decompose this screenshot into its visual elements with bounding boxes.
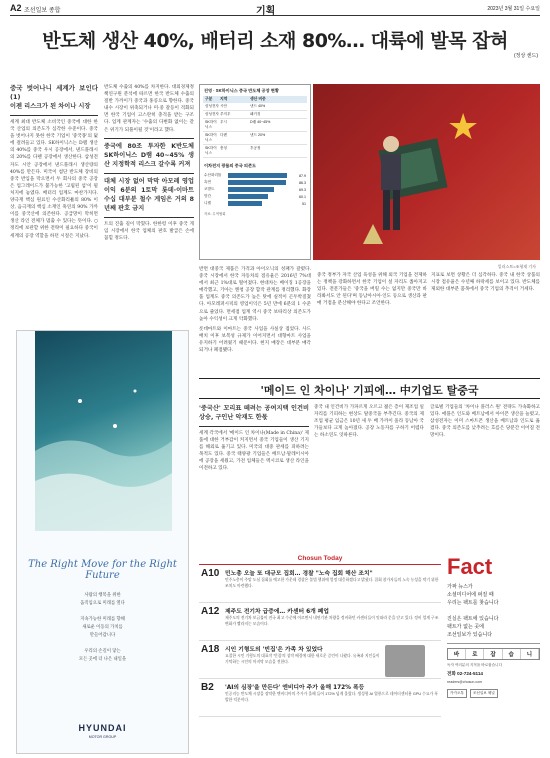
index-summary: 제주도의 전기차 보급률이 전국 최고 수준에 이르면서 내연기관 차량을 정비하던 카센터들이 잇따라 문을 닫고 있다. 정비 업계 구조 변화가 빨라지는 모습이다. xyxy=(225,616,439,626)
subhead-2: 대체 시장 없어 막막 아모레 영업이익 6분의 1토막 롯데·이마트 수십 대부분 철수 게임은 거의 8년째 판호 금지 xyxy=(104,177,194,212)
column-5-body: 지표로 보면 상황은 더 심각하다. 중국 내 한국 상품의 시장 점유율은 수년째 하락세를 보이고 있다. 반도체를 제외한 대부분 품목에서 중국 기업의 추격이 거세다. xyxy=(431,273,540,293)
person-body xyxy=(381,154,401,190)
table-cell: 다롄 xyxy=(220,133,227,137)
fact-line: 팩트가 없는 곳에 xyxy=(447,624,484,630)
hyundai-advertisement[interactable] xyxy=(16,330,189,754)
sub-article-headline[interactable]: '메이드 인 차이나' 기피에… 中기업도 탈중국 xyxy=(260,384,479,397)
index-summary: 인공지능 반도체 시장을 장악한 엔비디아의 주가가 올해 들어 172% 넘게 올랐다. 생성형 AI 열풍으로 데이터센터용 GPU 수요가 폭발한 덕분이다. xyxy=(225,692,438,702)
banner-char: 로 xyxy=(466,649,484,659)
bar-track xyxy=(228,194,295,199)
kakaotalk-badge[interactable]: 카카오톡 xyxy=(447,689,467,698)
bar-value-label: 86.3 xyxy=(299,180,306,185)
bar-label: 수산화리튬 xyxy=(204,173,222,177)
bar xyxy=(228,201,262,206)
index-headline[interactable]: 민노총 오늘 또 대규모 집회… 경찰 "노숙 집회 해산 조치" xyxy=(225,571,373,577)
banner-char: 니 xyxy=(521,649,539,659)
phone-label: 전화 xyxy=(447,670,456,676)
table-row xyxy=(203,103,307,111)
bar xyxy=(228,187,274,192)
fact-line: 가짜 뉴스가 xyxy=(447,584,473,590)
hyundai-logo: HYUNDAI xyxy=(78,723,127,733)
series-subkicker: 이젠 리스크가 된 차이나 시장 xyxy=(10,103,91,110)
infographic xyxy=(199,84,311,260)
divider xyxy=(199,378,540,379)
sub-article-body-b: 중국 내 인건비가 가파르게 오르고 젊은 층이 제조업 일자리를 기피하는 현상도 탈중국을 부추긴다. 중국의 제조업 평균 임금은 10년 새 두 배 가까이 올라 동남아 국가들보다 크게 높아졌다. 공장 노동자를 구하기 어렵다는 하소연도 잇따른다. xyxy=(314,405,424,439)
fact-line: 진실은 팩트에 있습니다 xyxy=(447,616,499,622)
person-head xyxy=(383,136,399,152)
infographic-title: 진영 · SK하이닉스 중국 반도체 공장 현황 xyxy=(204,88,279,93)
series-kicker: 중국 벗어나니 세계가 보인다 (1) xyxy=(10,84,98,101)
bar-track xyxy=(228,201,295,206)
divider xyxy=(104,217,194,218)
article-column-2 xyxy=(104,84,194,324)
divider xyxy=(447,643,540,644)
issue-date: 2023년 3월 31일 수요일 xyxy=(487,6,540,12)
table-row xyxy=(203,111,307,119)
businessman-illustration xyxy=(353,104,473,254)
bar-track xyxy=(228,180,295,185)
phone-number[interactable]: 02-724-5114 xyxy=(457,670,483,676)
star-icon: ★ xyxy=(447,107,480,148)
ad-copy xyxy=(17,591,188,663)
banner-char: 습 xyxy=(503,649,521,659)
table-cell: 우시 xyxy=(220,120,227,124)
ad-line xyxy=(17,639,188,647)
table-header-cell: 지역 xyxy=(220,97,228,101)
hyundai-logo-sub: MOTOR GROUP xyxy=(88,735,117,739)
illustration-photo xyxy=(313,84,540,260)
sub-article-column-c xyxy=(430,404,540,550)
article-column-5 xyxy=(431,272,540,372)
table-cell: SK하이닉스 xyxy=(205,133,217,142)
fact-copy xyxy=(447,583,540,639)
column-1-body: 세계 최대 반도체 소비국인 중국에 대한 한국 산업의 의존도가 심각한 수준이다. 중국을 벗어나지 못한 한국 기업이 '중국몽'의 덫에 걸려들고 있다. SK하이닉스는 D램 생산의 40%를 중국 우시 공장에서, 낸드플래시의 20%를 다롄 공장에서 생산한다. 삼성전자도 시안 공장에서 낸드플래시 생산량의 40%를 만든다. 미국이 첨단 반도체 장비의 중국 반입을 막으면서 두 회사의 중국 공장은 업그레이드가 불가능한 '고립된 섬'이 될 처지에 놓였다. 배터리 업계도 마찬가지다. 양극재 핵심 원료인 수산화리튬의 80% 이상, 음극재의 핵심 소재인 흑연의 90% 가까이를 중국산에 의존한다. 공급망이 막히면 생산 라인 전체가 멈출 수 있다는 뜻이다. ○정리에 보관할 위한 전략이 필요하다 중국이 세계의 공장 역할을 하던 시절은 지났다. xyxy=(10,120,98,239)
chain-icon xyxy=(363,224,383,244)
channel-badge[interactable]: 조선일보 채널 xyxy=(470,689,498,698)
author-photo xyxy=(385,645,425,677)
table-row xyxy=(203,119,307,132)
fact-line: 조선일보가 있습니다 xyxy=(447,632,493,638)
divider xyxy=(199,398,540,399)
main-headline[interactable]: 반도체 생산 40%, 배터리 소재 80%… 대륙에 발목 잡혀 xyxy=(42,30,508,52)
aerial-beach-photo xyxy=(35,331,172,531)
table-cell: 패키징 xyxy=(250,112,261,116)
sub-article-body-a: 세계 각국에서 '메이드 인 차이나(Made in China)' 제품에 대한 거부감이 커지면서 중국 기업들이 생산 기지를 해외로 옮기고 있다. 미국의 대중 관세를 피하려는 목적도 있다. 중국 태양광 기업들은 베트남·말레이시아에 공장을 세웠고, 가전 업체들은 멕시코로 생산 라인을 이전하고 있다. xyxy=(199,431,309,472)
divider xyxy=(104,173,194,174)
index-page-number: A18 xyxy=(201,644,220,655)
table-header-cell: 구분 xyxy=(205,97,213,101)
column-2-body: 반도체 수출의 40%를 차지한다. 대외경제정책연구원 분석에 따르면 한국 반도체 수출의 절반 가까이가 중국과 홍콩으로 향한다. 중국 내수 시장이 위축되거나 미·중 갈등이 격화되면 한국 기업이 고스란히 충격을 받는 구조다. 업계 관계자는 '수출의 다변화 없이는 같은 위기가 되풀이될 것'이라고 했다. xyxy=(104,85,194,133)
paper-name: 조선일보 종합 xyxy=(24,8,61,14)
table-header-cell: 생산 비중 xyxy=(250,97,266,101)
bar-row xyxy=(204,180,306,185)
contact-badges xyxy=(447,689,540,698)
bar xyxy=(228,180,286,185)
bar-chart xyxy=(200,173,310,206)
index-title: Chosun Today xyxy=(199,555,441,565)
ad-line: 지속가능한 미래를 향해 xyxy=(80,616,125,621)
index-item[interactable] xyxy=(199,641,441,679)
table-cell: SK하이닉스 xyxy=(205,120,217,129)
fact-title: Fact xyxy=(447,554,493,579)
index-item[interactable] xyxy=(199,679,441,717)
table-cell: D램 40~45% xyxy=(250,120,271,124)
sub-article-column-a xyxy=(199,404,309,550)
fact-line: 우리는 팩트를 찾습니다 xyxy=(447,600,499,606)
article-column-1 xyxy=(10,84,98,324)
index-summary: 민주노총이 주말 도심 집회를 예고한 가운데 경찰은 불법 행위에 엄정 대응하겠다고 밝혔다. 집회 참가자들의 노숙 농성을 막기 위한 조치도 마련했다. xyxy=(225,578,439,588)
table-cell: 낸드 20% xyxy=(250,133,266,137)
bar-row xyxy=(204,201,306,206)
sub-article-body-c: 글로벌 기업들의 '차이나 플러스 원' 전략도 가속화하고 있다. 애플은 인도와 베트남에서 아이폰 생산을 늘렸고, 삼성전자는 이미 스마트폰 생산을 베트남과 인도로 옮겼다. 중국 의존도를 낮추려는 흐름은 당분간 이어질 전망이다. xyxy=(430,405,540,439)
table-cell: 낸드 40% xyxy=(250,104,266,108)
contact-email[interactable]: readers@chosun.com xyxy=(447,679,483,684)
index-item[interactable] xyxy=(199,603,441,641)
ad-slogan: The Right Move for the Right Future xyxy=(28,559,177,581)
table-cell: 삼성전자 xyxy=(205,112,219,116)
ad-line: 사람의 행복을 위한 xyxy=(84,592,121,597)
divider xyxy=(10,115,98,116)
bar-label: 망간 xyxy=(204,194,211,198)
index-headline[interactable]: 'AI의 심장'을 만든다' 엔비디아 주가 올해 172% 폭등 xyxy=(225,685,365,691)
contact-phone[interactable] xyxy=(447,671,540,677)
sub-article-column-b xyxy=(314,404,424,550)
banner-char: 잡 xyxy=(484,649,502,659)
column-3-body: 반면 대중국 제품은 가격과 아이오닉의 성패가 갈렸다. 중국 시장에서 한국 자동차의 점유율은 2016년 7%대에서 최근 1%대로 떨어졌다. 현대차는 베이징 1공장을 매각했고, 기아는 옌청 공장 합작 관계를 정리했다. 화장품 업계도 중국 의존도가 높은 탓에 실적이 곤두박질쳤다. 아모레퍼시픽의 영업이익은 5년 만에 6분의 1 수준으로 줄었다. 면세점 업계 역시 중국 보따리상 의존도가 높아 수익성이 크게 악화했다. xyxy=(199,267,311,322)
bar-value-label: 60.1 xyxy=(299,194,306,199)
bar-row xyxy=(204,194,306,199)
table-cell: 쑤저우 xyxy=(220,112,231,116)
bar-track xyxy=(228,187,295,192)
bar-track xyxy=(228,173,295,178)
correction-banner xyxy=(447,648,540,660)
ad-line: 만들어갑니다 xyxy=(89,632,116,637)
table-cell: 삼성전자 xyxy=(205,104,219,108)
index-page-number: A12 xyxy=(201,606,220,617)
bar-row xyxy=(204,187,306,192)
article-column-4 xyxy=(317,272,427,372)
index-page-number: A10 xyxy=(201,568,220,579)
bar-label: 니켈 xyxy=(204,201,211,205)
table-cell: 후공정 xyxy=(250,146,261,150)
column-3-body-2: 롯데마트와 이마트는 중국 사업을 사실상 접었다. 사드 배치 이후 보복성 규제가 이어지면서 대형마트 사업을 유지하기 어려웠기 때문이다. 현지 매장은 대부분 매각되거나 폐점됐다. xyxy=(199,326,311,354)
page-number: A2 xyxy=(10,3,22,13)
correction-note: 독자 여러분의 지적을 바로잡습니다 xyxy=(447,663,503,667)
ad-line: 새로운 이동의 가치를 xyxy=(82,624,123,629)
bar-chart-title: 이차전지 광물의 중국 의존도 xyxy=(204,163,257,168)
ad-line: 우리의 손길이 닿는 xyxy=(84,648,121,653)
table-row xyxy=(203,132,307,145)
bar xyxy=(228,194,268,199)
bar-row xyxy=(204,173,306,178)
index-page-number: B2 xyxy=(201,682,214,693)
fact-line xyxy=(447,607,540,615)
ad-line: 움직임으로 미래를 열다 xyxy=(80,600,125,605)
column-4-body: 중국 정부가 자국 산업 육성을 위해 외국 기업을 견제하는 정책을 강화하면서 한국 기업이 설 자리도 좁아지고 있다. 전문가들은 '중국을 버릴 수는 없지만 중국만 바라봐서도 안 된다'며 동남아시아·인도 등으로 생산과 판매 거점을 분산해야 한다고 조언한다. xyxy=(317,273,427,307)
table-row xyxy=(203,145,307,158)
bar-label: 코발트 xyxy=(204,187,215,191)
sub-article-deck: '중국산' 꼬리표 떼려는 공여지택 인건비 상승, 구인난 악재도 한몫 xyxy=(199,405,309,421)
column-2-tail: 트의 진출 길이 막혔다. 한한령 이후 중국 게임 시장에서 한국 업체의 판호 발급은 손에 꼽힐 정도다. xyxy=(104,221,194,241)
bar-value-label: 51 xyxy=(302,201,306,206)
waves-illustration xyxy=(35,331,172,531)
table-cell: 시안 xyxy=(220,104,227,108)
bar xyxy=(228,173,287,178)
index-headline[interactable]: 시인 기형도의 '빈집'은 가족 차 있었다 xyxy=(225,647,323,653)
fact-line: 소셜미디어에 퍼질 때 xyxy=(447,592,494,598)
article-column-3 xyxy=(199,266,311,374)
photo-credit: 일러스트=조형재 기자 xyxy=(497,264,536,269)
section-name: 기획 xyxy=(256,6,276,17)
chosun-today-index xyxy=(199,555,441,753)
divider xyxy=(199,426,309,427)
table-cell: 충칭 xyxy=(220,146,227,150)
banner-char: 바 xyxy=(448,649,466,659)
index-item[interactable] xyxy=(199,565,441,603)
fact-box xyxy=(447,555,540,753)
chart-source: 자료: 무역협회 xyxy=(204,212,226,216)
ad-line xyxy=(17,607,188,615)
page-header xyxy=(10,2,540,16)
ad-line: 모든 곳에 더 나은 내일을 xyxy=(78,656,127,661)
divider xyxy=(104,138,194,139)
index-summary: 요절한 시인 기형도의 대표작 '빈집'의 창작 배경에 대한 새로운 증언이 나왔다. 유족과 지인들이 기억하는 시인의 마지막 모습을 전한다. xyxy=(225,654,380,664)
bar-value-label: 69.3 xyxy=(299,187,306,192)
bar-label: 흑연 xyxy=(204,180,211,184)
index-headline[interactable]: 제주도 전기차 급증에… 카센터 6개 폐업 xyxy=(225,609,329,615)
table-cell: SK하이닉스 xyxy=(205,146,217,155)
subhead-1: 중국에 80조 투자한 K반도체 SK하이닉스 D램 40~45% 생산 지정학적 리스크 갈수록 커져 xyxy=(104,142,194,168)
bar-value-label: 87.9 xyxy=(299,173,306,178)
byline-top: (정상 센드) xyxy=(513,53,538,59)
table-header xyxy=(203,96,307,103)
